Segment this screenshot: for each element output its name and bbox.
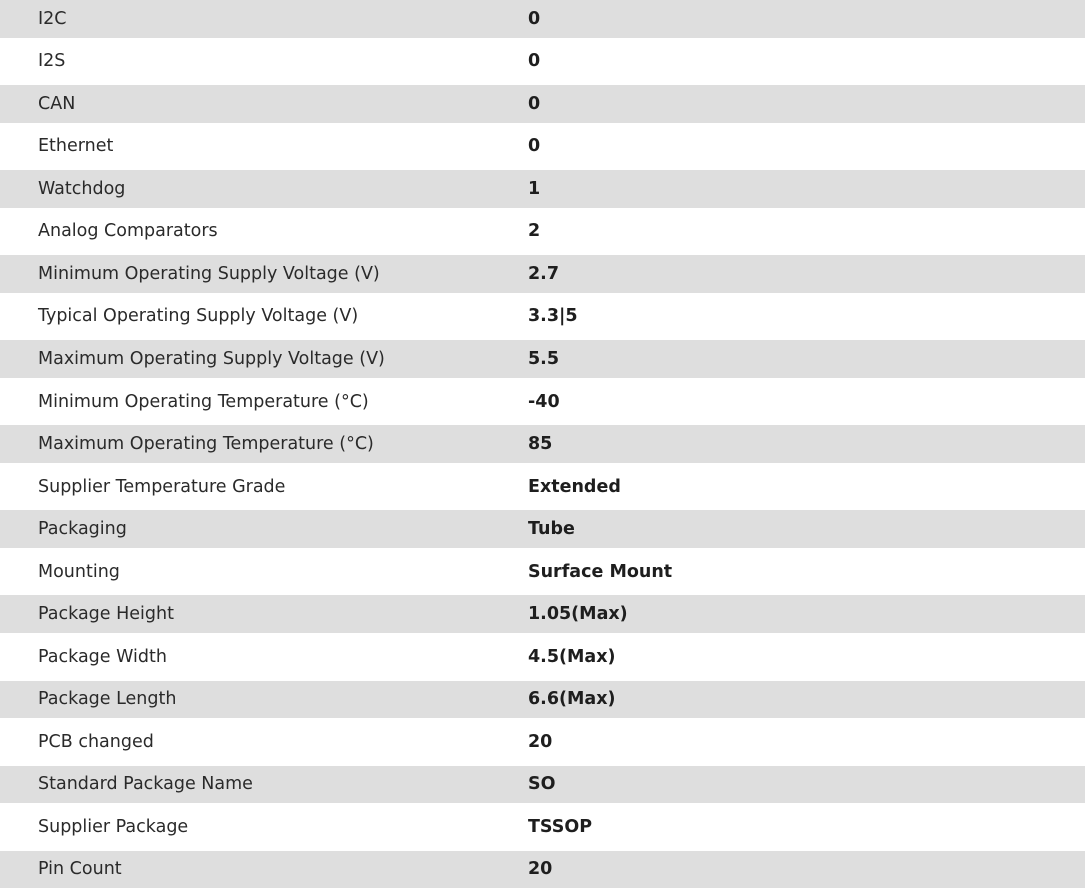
spec-value: 4.5(Max) bbox=[528, 646, 616, 667]
spec-name: CAN bbox=[38, 93, 76, 114]
spec-value: TSSOP bbox=[528, 816, 593, 837]
spec-name: Supplier Temperature Grade bbox=[38, 476, 286, 497]
spec-row-mounting bbox=[0, 553, 1085, 596]
spec-row-package-length bbox=[0, 681, 1085, 724]
spec-value: Extended bbox=[528, 476, 621, 497]
spec-row-watchdog bbox=[0, 170, 1085, 213]
spec-name: Maximum Operating Temperature (°C) bbox=[38, 434, 374, 455]
spec-value: 20 bbox=[528, 731, 553, 752]
spec-value: 2 bbox=[528, 221, 541, 242]
spec-row-typ-supply-voltage bbox=[0, 298, 1085, 341]
spec-value: -40 bbox=[528, 391, 560, 412]
spec-row-package-width bbox=[0, 638, 1085, 681]
spec-value: 1.05(Max) bbox=[528, 604, 628, 625]
spec-row-i2s bbox=[0, 43, 1085, 86]
spec-name: I2C bbox=[38, 8, 67, 29]
spec-value: 0 bbox=[528, 51, 541, 72]
spec-row-pcb-changed bbox=[0, 723, 1085, 766]
spec-row-max-temperature bbox=[0, 425, 1085, 468]
spec-name: Pin Count bbox=[38, 859, 122, 880]
spec-row-standard-package-name bbox=[0, 766, 1085, 809]
spec-name: PCB changed bbox=[38, 731, 154, 752]
spec-name: I2S bbox=[38, 51, 66, 72]
spec-value: 6.6(Max) bbox=[528, 689, 616, 710]
spec-name: Ethernet bbox=[38, 136, 114, 157]
spec-row-temperature-grade bbox=[0, 468, 1085, 511]
spec-value: 85 bbox=[528, 434, 553, 455]
spec-name: Analog Comparators bbox=[38, 221, 218, 242]
spec-row-packaging bbox=[0, 510, 1085, 553]
spec-value: Tube bbox=[528, 519, 575, 540]
spec-row-max-supply-voltage bbox=[0, 340, 1085, 383]
spec-row-min-temperature bbox=[0, 383, 1085, 426]
spec-row-ethernet bbox=[0, 128, 1085, 171]
spec-value: 0 bbox=[528, 136, 541, 157]
spec-row-pin-count bbox=[0, 851, 1085, 888]
spec-value: 2.7 bbox=[528, 263, 560, 284]
spec-name: Package Length bbox=[38, 689, 177, 710]
spec-value: 20 bbox=[528, 859, 553, 880]
spec-name: Package Height bbox=[38, 604, 174, 625]
spec-value: 3.3|5 bbox=[528, 306, 578, 327]
spec-value: Surface Mount bbox=[528, 561, 673, 582]
spec-row-can bbox=[0, 85, 1085, 128]
spec-value: 1 bbox=[528, 178, 541, 199]
spec-row-supplier-package bbox=[0, 808, 1085, 851]
spec-value: 5.5 bbox=[528, 349, 560, 370]
spec-name: Watchdog bbox=[38, 178, 126, 199]
spec-name: Packaging bbox=[38, 519, 127, 540]
spec-value: 0 bbox=[528, 93, 541, 114]
spec-row-analog-comparators bbox=[0, 213, 1085, 256]
spec-row-min-supply-voltage bbox=[0, 255, 1085, 298]
spec-name: Typical Operating Supply Voltage (V) bbox=[38, 306, 359, 327]
spec-name: Mounting bbox=[38, 561, 120, 582]
spec-value: 0 bbox=[528, 8, 541, 29]
spec-name: Package Width bbox=[38, 646, 167, 667]
spec-row-i2c bbox=[0, 0, 1085, 43]
spec-name: Maximum Operating Supply Voltage (V) bbox=[38, 349, 385, 370]
spec-name: Standard Package Name bbox=[38, 774, 253, 795]
spec-value: SO bbox=[528, 774, 556, 795]
spec-row-package-height bbox=[0, 595, 1085, 638]
spec-name: Minimum Operating Temperature (°C) bbox=[38, 391, 369, 412]
spec-name: Supplier Package bbox=[38, 816, 189, 837]
spec-name: Minimum Operating Supply Voltage (V) bbox=[38, 263, 380, 284]
